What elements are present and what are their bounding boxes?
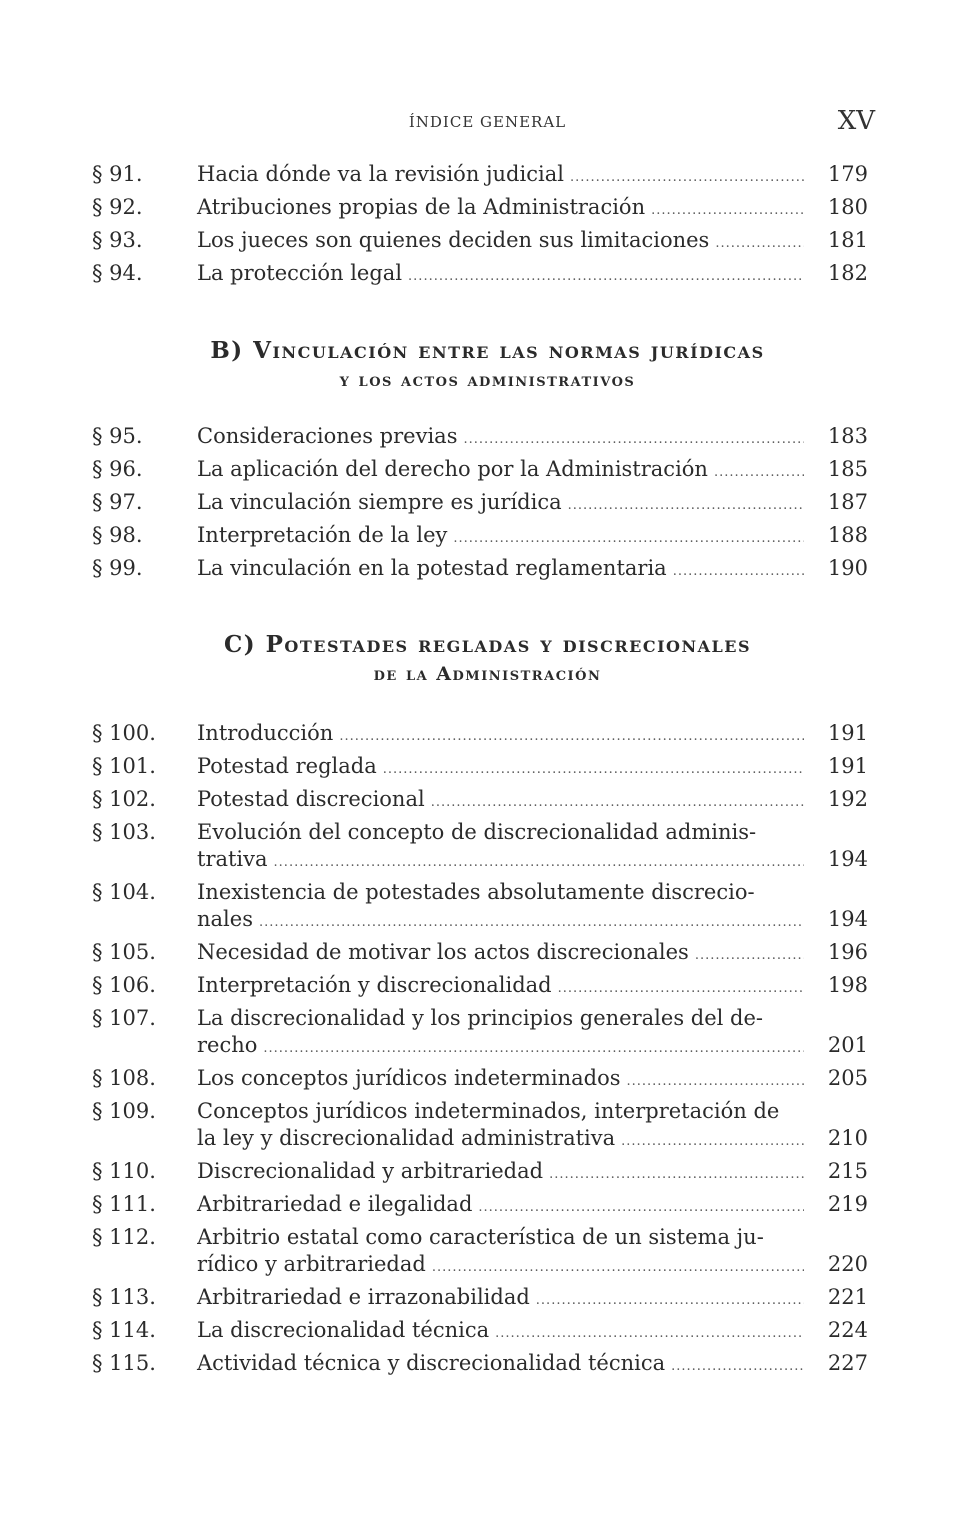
dot-leader	[263, 1035, 804, 1062]
entry-body	[197, 750, 868, 786]
entry-page-number: 182	[827, 261, 868, 285]
entry-last-line	[197, 717, 868, 753]
toc-entry[interactable]	[92, 420, 868, 453]
entry-title: La protección legal	[197, 261, 403, 285]
dot-leader	[715, 227, 804, 260]
dot-leader	[558, 972, 804, 1005]
entry-body	[197, 453, 868, 489]
entry-last-line	[197, 158, 868, 194]
dot-leader	[408, 260, 804, 293]
entry-title: la ley y discrecionalidad administrativa	[197, 1126, 616, 1150]
section-number: § 108.	[92, 1066, 156, 1090]
entry-last-line	[197, 750, 868, 786]
entry-title: trativa	[197, 847, 268, 871]
entry-page-number: 221	[827, 1285, 868, 1309]
toc-entry[interactable]	[92, 936, 868, 969]
dot-leader	[274, 849, 804, 876]
toc-entry[interactable]	[92, 1062, 868, 1095]
dot-leader	[339, 720, 804, 753]
entry-page-number: 187	[827, 490, 868, 514]
toc-entry[interactable]	[92, 257, 868, 290]
dot-leader	[627, 1065, 805, 1098]
entry-title: La vinculación siempre es jurídica	[197, 490, 562, 514]
section-number: § 96.	[92, 457, 143, 481]
entry-last-line	[197, 1155, 868, 1191]
section-number: § 109.	[92, 1099, 156, 1123]
dot-leader	[259, 909, 804, 936]
entry-body	[197, 1224, 868, 1281]
entry-last-line	[197, 1251, 868, 1281]
entry-title: La vinculación en la potestad reglamentaria	[197, 556, 667, 580]
toc-entry[interactable]	[92, 1155, 868, 1188]
toc-entry[interactable]	[92, 453, 868, 486]
entry-last-line	[197, 1281, 868, 1317]
entry-last-line	[197, 224, 868, 260]
section-number: § 112.	[92, 1225, 156, 1249]
dot-leader	[568, 489, 804, 522]
entry-last-line	[197, 1314, 868, 1350]
toc-entry[interactable]	[92, 191, 868, 224]
entry-page-number: 210	[827, 1126, 868, 1150]
entry-last-line	[197, 257, 868, 293]
entry-title-line1: Inexistencia de potestades absolutamente discrecio-	[197, 880, 755, 904]
toc-entry[interactable]	[92, 552, 868, 585]
entry-body	[197, 879, 868, 936]
entry-last-line	[197, 906, 868, 936]
section-heading-line1: B) Vinculación entre las normas jurídicas	[210, 337, 765, 364]
entry-page-number: 227	[827, 1351, 868, 1375]
section-number: § 99.	[92, 556, 143, 580]
section-number: § 98.	[92, 523, 143, 547]
entry-title: nales	[197, 907, 253, 931]
section-number: § 106.	[92, 973, 156, 997]
toc-entry[interactable]	[92, 224, 868, 257]
toc-entry[interactable]	[92, 1281, 868, 1314]
entry-last-line	[197, 783, 868, 819]
entry-title: Potestad reglada	[197, 754, 377, 778]
section-heading	[0, 336, 975, 394]
entry-body	[197, 257, 868, 293]
entry-page-number: 194	[827, 847, 868, 871]
entry-title: Potestad discrecional	[197, 787, 425, 811]
section-number: § 103.	[92, 820, 156, 844]
section-number: § 115.	[92, 1351, 156, 1375]
section-number: § 101.	[92, 754, 156, 778]
entry-page-number: 191	[827, 721, 868, 745]
entry-page-number: 192	[827, 787, 868, 811]
entry-title-line1: Arbitrio estatal como característica de un sistema ju-	[197, 1225, 764, 1249]
entry-page-number: 194	[827, 907, 868, 931]
entry-last-line	[197, 552, 868, 588]
section-number: § 93.	[92, 228, 143, 252]
entry-last-line	[197, 969, 868, 1005]
entry-title: Actividad técnica y discrecionalidad técnica	[197, 1351, 666, 1375]
section-number: § 95.	[92, 424, 143, 448]
entry-last-line	[197, 936, 868, 972]
section-number: § 105.	[92, 940, 156, 964]
entry-title: La discrecionalidad técnica	[197, 1318, 490, 1342]
dot-leader	[495, 1317, 804, 1350]
toc-entry[interactable]	[92, 1221, 868, 1281]
toc-group	[92, 158, 868, 290]
section-number: § 104.	[92, 880, 156, 904]
entry-title: Los conceptos jurídicos indeterminados	[197, 1066, 621, 1090]
entry-page-number: 196	[827, 940, 868, 964]
entry-last-line	[197, 1032, 868, 1062]
entry-page-number: 205	[827, 1066, 868, 1090]
toc-group	[92, 420, 868, 585]
section-number: § 100.	[92, 721, 156, 745]
entry-title-line1: Conceptos jurídicos indeterminados, interpretación de	[197, 1099, 780, 1123]
section-heading	[0, 630, 975, 688]
toc-entry[interactable]	[92, 1314, 868, 1347]
dot-leader	[651, 194, 804, 227]
entry-body	[197, 420, 868, 456]
toc-entry[interactable]	[92, 1188, 868, 1221]
entry-body	[197, 1188, 868, 1224]
entry-last-line	[197, 1062, 868, 1098]
entry-title-line1: Evolución del concepto de discrecionalidad adminis-	[197, 820, 757, 844]
entry-body	[197, 486, 868, 522]
entry-body	[197, 819, 868, 876]
entry-last-line	[197, 453, 868, 489]
page-number: XV	[837, 106, 875, 136]
section-number: § 107.	[92, 1006, 156, 1030]
entry-page-number: 191	[827, 754, 868, 778]
entry-body	[197, 1314, 868, 1350]
entry-body	[197, 191, 868, 227]
entry-title: Hacia dónde va la revisión judicial	[197, 162, 564, 186]
dot-leader	[714, 456, 804, 489]
entry-body	[197, 1062, 868, 1098]
toc-entry[interactable]	[92, 486, 868, 519]
entry-title: Interpretación de la ley	[197, 523, 448, 547]
entry-last-line	[197, 420, 868, 456]
entry-body	[197, 1347, 868, 1383]
entry-page-number: 224	[827, 1318, 868, 1342]
section-number: § 92.	[92, 195, 143, 219]
entry-body	[197, 1155, 868, 1191]
toc-entry[interactable]	[92, 876, 868, 936]
entry-title: Discrecionalidad y arbitrariedad	[197, 1159, 544, 1183]
entry-page-number: 198	[827, 973, 868, 997]
entry-title: Necesidad de motivar los actos discrecionales	[197, 940, 689, 964]
entry-page-number: 183	[827, 424, 868, 448]
entry-page-number: 220	[827, 1252, 868, 1276]
section-number: § 91.	[92, 162, 143, 186]
dot-leader	[671, 1350, 804, 1383]
section-number: § 114.	[92, 1318, 156, 1342]
entry-title: recho	[197, 1033, 258, 1057]
entry-page-number: 180	[827, 195, 868, 219]
entry-body	[197, 936, 868, 972]
entry-body	[197, 552, 868, 588]
entry-last-line	[197, 846, 868, 876]
toc-entry[interactable]	[92, 750, 868, 783]
section-number: § 113.	[92, 1285, 156, 1309]
entry-last-line	[197, 1347, 868, 1383]
dot-leader	[536, 1284, 804, 1317]
toc-entry[interactable]	[92, 158, 868, 191]
dot-leader	[570, 161, 804, 194]
section-number: § 111.	[92, 1192, 156, 1216]
entry-body	[197, 969, 868, 1005]
entry-page-number: 190	[827, 556, 868, 580]
toc-entry[interactable]	[92, 1095, 868, 1155]
entry-title: rídico y arbitrariedad	[197, 1252, 426, 1276]
entry-body	[197, 1005, 868, 1062]
dot-leader	[463, 423, 804, 456]
dot-leader	[383, 753, 804, 786]
entry-title: La aplicación del derecho por la Administración	[197, 457, 708, 481]
toc-entry[interactable]	[92, 519, 868, 552]
dot-leader	[673, 555, 804, 588]
toc-entry[interactable]	[92, 969, 868, 1002]
toc-group	[92, 717, 868, 1380]
entry-body	[197, 1281, 868, 1317]
entry-last-line	[197, 191, 868, 227]
entry-body	[197, 1098, 868, 1155]
section-number: § 102.	[92, 787, 156, 811]
toc-entry[interactable]	[92, 816, 868, 876]
entry-title: Arbitrariedad e irrazonabilidad	[197, 1285, 530, 1309]
entry-page-number: 188	[827, 523, 868, 547]
section-number: § 110.	[92, 1159, 156, 1183]
toc-entry[interactable]	[92, 1002, 868, 1062]
entry-page-number: 181	[827, 228, 868, 252]
entry-last-line	[197, 1125, 868, 1155]
dot-leader	[453, 522, 804, 555]
entry-last-line	[197, 486, 868, 522]
entry-last-line	[197, 1188, 868, 1224]
entry-page-number: 215	[827, 1159, 868, 1183]
entry-body	[197, 158, 868, 194]
section-heading-line2: y los actos administrativos	[339, 369, 636, 391]
section-heading-line2: de la Administración	[373, 663, 602, 685]
entry-page-number: 179	[827, 162, 868, 186]
dot-leader	[621, 1128, 804, 1155]
entry-body	[197, 224, 868, 260]
entry-page-number: 219	[827, 1192, 868, 1216]
section-heading-line1: C) Potestades regladas y discrecionales	[223, 631, 752, 658]
entry-body	[197, 717, 868, 753]
entry-page-number: 185	[827, 457, 868, 481]
toc-entry[interactable]	[92, 783, 868, 816]
dot-leader	[549, 1158, 804, 1191]
dot-leader	[478, 1191, 804, 1224]
section-number: § 97.	[92, 490, 143, 514]
toc-entry[interactable]	[92, 1347, 868, 1380]
entry-last-line	[197, 519, 868, 555]
entry-title: Introducción	[197, 721, 334, 745]
entry-title: Arbitrariedad e ilegalidad	[197, 1192, 473, 1216]
entry-title: Consideraciones previas	[197, 424, 458, 448]
entry-title: Interpretación y discrecionalidad	[197, 973, 552, 997]
toc-entry[interactable]	[92, 717, 868, 750]
entry-title-line1: La discrecionalidad y los principios generales del de-	[197, 1006, 763, 1030]
dot-leader	[431, 786, 804, 819]
section-number: § 94.	[92, 261, 143, 285]
dot-leader	[432, 1254, 804, 1281]
entry-body	[197, 519, 868, 555]
entry-body	[197, 783, 868, 819]
dot-leader	[695, 939, 804, 972]
running-header-title: ÍNDICE GENERAL	[408, 113, 567, 131]
entry-title: Atribuciones propias de la Administración	[197, 195, 646, 219]
entry-page-number: 201	[827, 1033, 868, 1057]
entry-title: Los jueces son quienes deciden sus limitaciones	[197, 228, 710, 252]
